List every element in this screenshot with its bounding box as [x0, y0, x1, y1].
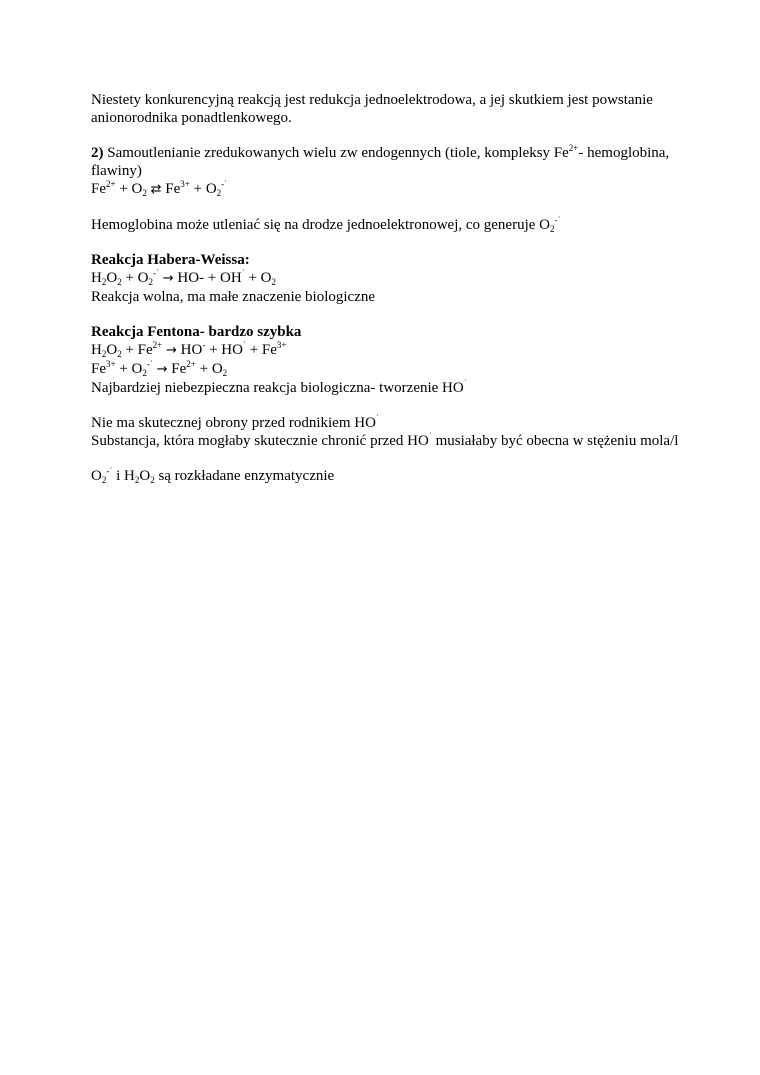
heading-haber-weiss: Reakcja Habera-Weissa:	[91, 252, 250, 268]
defense-line-1: Nie ma skutecznej obrony przed rodnikiem HO˙	[91, 413, 379, 431]
paragraph-autoxidation	[91, 144, 681, 180]
arrow-right-icon: →	[156, 362, 168, 377]
fenton-note: Najbardziej niebezpieczna reakcja biologiczna- tworzenie HO˙	[91, 378, 467, 396]
item-number: 2)	[91, 145, 104, 161]
bidirectional-arrow-icon: ⇄	[150, 182, 162, 197]
equation-haber-weiss: $H_2O_2 + O_2^{-˙} \to HO- + OH^˙ + O_2$	[91, 268, 276, 287]
paragraph-hemoglobin: Hemoglobina może utleniać się na drodze jednoelektronowej, co generuje $O_2^{-˙}$	[91, 215, 561, 234]
superscript: 2+	[568, 143, 579, 153]
final-statement: $O_2^{-˙}$ i $H_2O_2$ są rozkładane enzymatycznie	[91, 466, 335, 485]
document-body	[91, 91, 681, 485]
equation-fe-oxidation: $Fe^{2+} + O_2$ ⇄ $Fe^{3+} + O_2^{-˙}$	[91, 179, 228, 198]
heading-fenton: Reakcja Fentona- bardzo szybka	[91, 324, 302, 340]
arrow-right-icon: →	[162, 271, 174, 286]
equation-fenton-2: $Fe^{3+} + O_2^{-˙} \to Fe^{2+} + O_2$	[91, 359, 228, 378]
autoxidation-text-cont: - hemoglobina, flawiny)	[91, 145, 670, 179]
arrow-right-icon: →	[165, 343, 177, 358]
defense-line-2: Substancja, która mogłaby skutecznie chronić przed HO˙ musiałaby być obecna w stężeniu mola/l	[91, 431, 679, 449]
autoxidation-text: Samoutlenianie zredukowanych wielu zw endogennych (tiole, kompleksy Fe	[103, 145, 569, 161]
equation-fenton-1: $H_2O_2 + Fe^{2+} \to HO^- + HO^˙ + Fe^{3+}$	[91, 340, 287, 359]
paragraph-competing-reaction: Niestety konkurencyjną reakcją jest redukcja jednoelektrodowa, a jej skutkiem jest powstanie anionorodnika ponadtlenkowego.	[91, 92, 653, 126]
haber-weiss-note: Reakcja wolna, ma małe znaczenie biologiczne	[91, 289, 376, 305]
